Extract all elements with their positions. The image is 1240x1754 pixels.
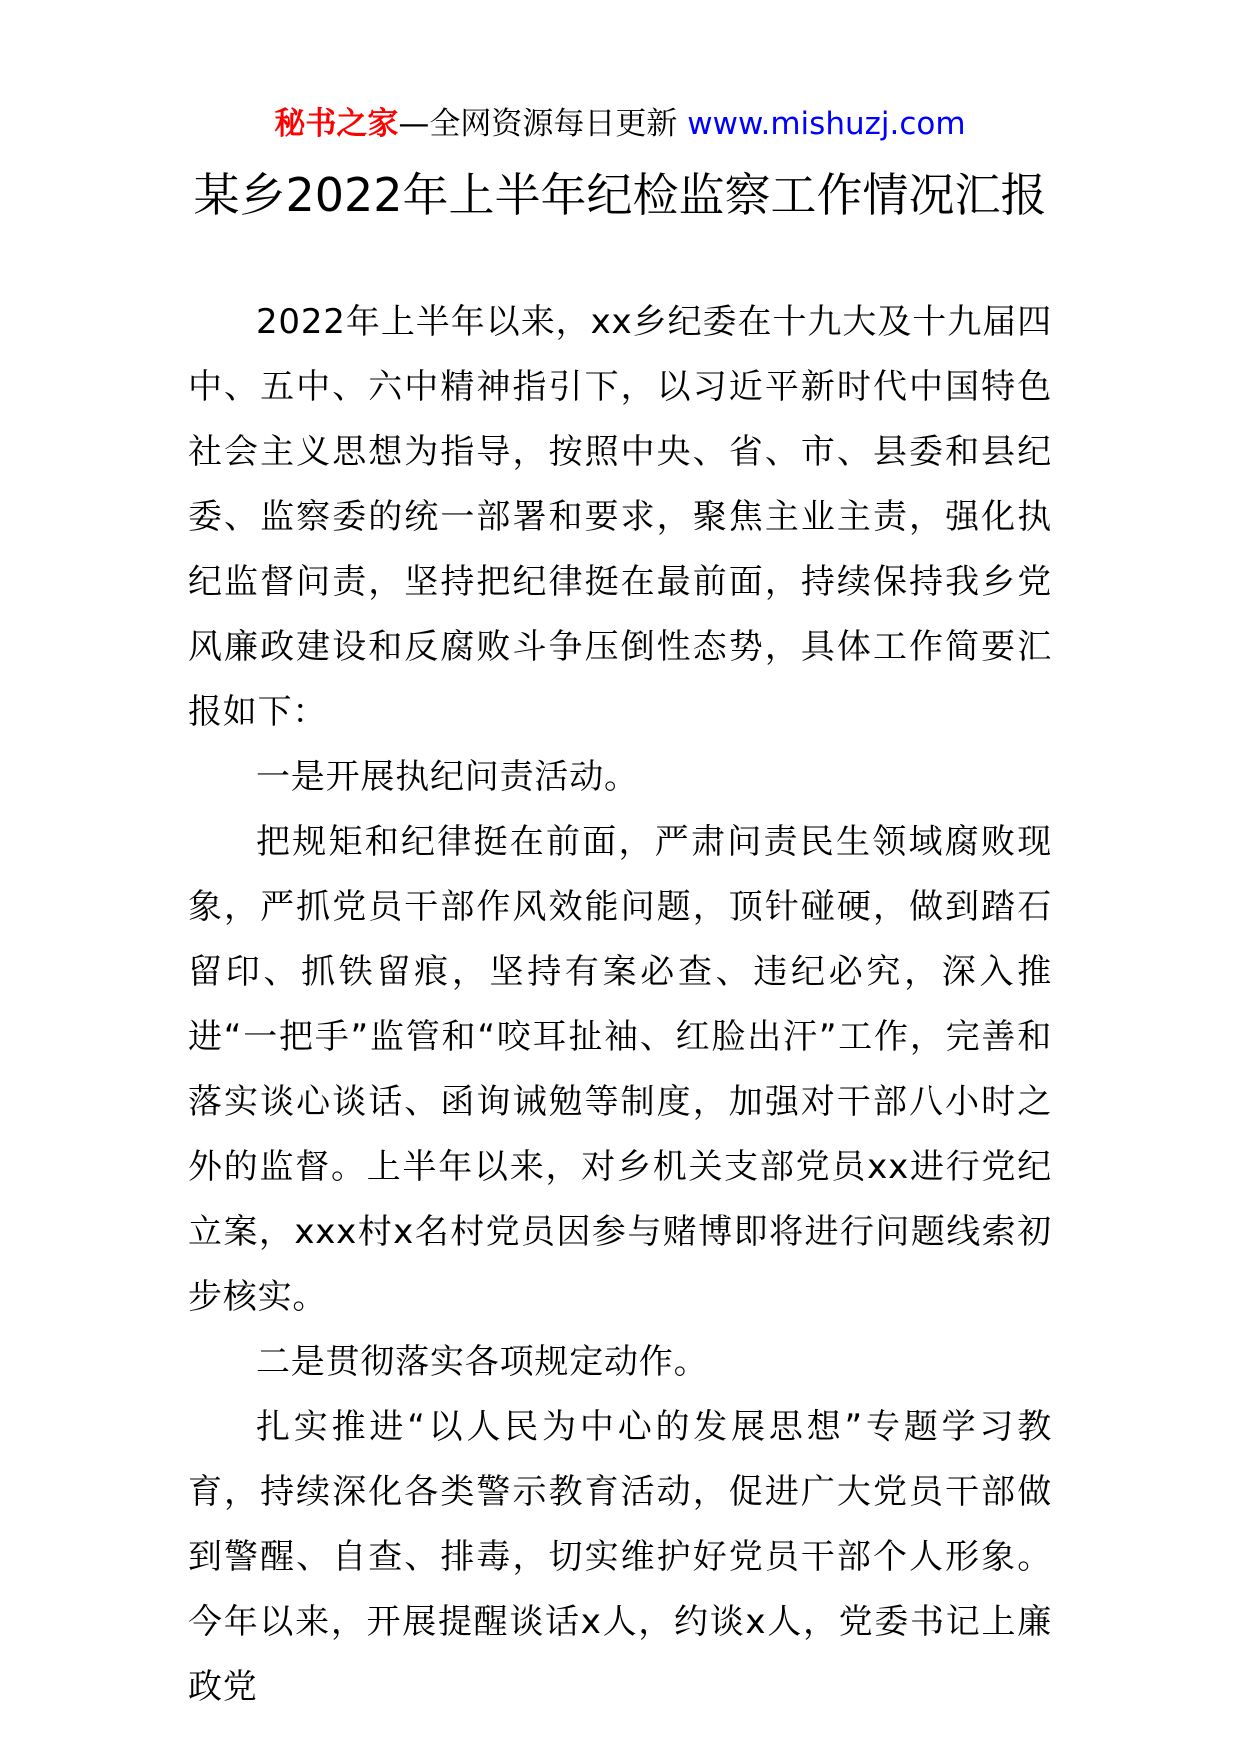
section-paragraph-2: 扎实推进“以人民为中心的发展思想”专题学习教育，持续深化各类警示教育活动，促进广大党员干部做到警醒、自查、排毒，切实维护好党员干部个人形象。今年以来，开展提醒谈话x人，约谈x人，党委书记上廉政党 xyxy=(188,1407,1052,1707)
brand-name: 秘书之家 xyxy=(274,106,399,142)
header-slogan: —全网资源每日更新 xyxy=(398,106,678,142)
section-heading-2: 二是贯彻落实各项规定动作。 xyxy=(256,1342,709,1382)
document-body xyxy=(188,290,1052,1720)
site-url-link[interactable]: www.mishuzj.com xyxy=(687,106,966,142)
intro-paragraph: 2022年上半年以来，xx乡纪委在十九大及十九届四中、五中、六中精神指引下，以习近平新时代中国特色社会主义思想为指导，按照中央、省、市、县委和县纪委、监察委的统一部署和要求，聚焦主业主责，强化执纪监督问责，坚持把纪律挺在最前面，持续保持我乡党风廉政建设和反腐败斗争压倒性态势，具体工作简要汇报如下： xyxy=(188,302,1052,732)
header-banner xyxy=(0,104,1240,144)
section-heading-1: 一是开展执纪问责活动。 xyxy=(256,757,639,797)
document-title: 某乡2022年上半年纪检监察工作情况汇报 xyxy=(193,168,1047,222)
section-paragraph-1: 把规矩和纪律挺在前面，严肃问责民生领域腐败现象，严抓党员干部作风效能问题，顶针碰硬，做到踏石留印、抓铁留痕，坚持有案必查、违纪必究，深入推进“一把手”监管和“咬耳扯袖、红脸出汗”工作，完善和落实谈心谈话、函询诫勉等制度，加强对干部八小时之外的监督。上半年以来，对乡机关支部党员xx进行党纪立案，xxx村x名村党员因参与赌博即将进行问题线索初步核实。 xyxy=(188,822,1052,1317)
